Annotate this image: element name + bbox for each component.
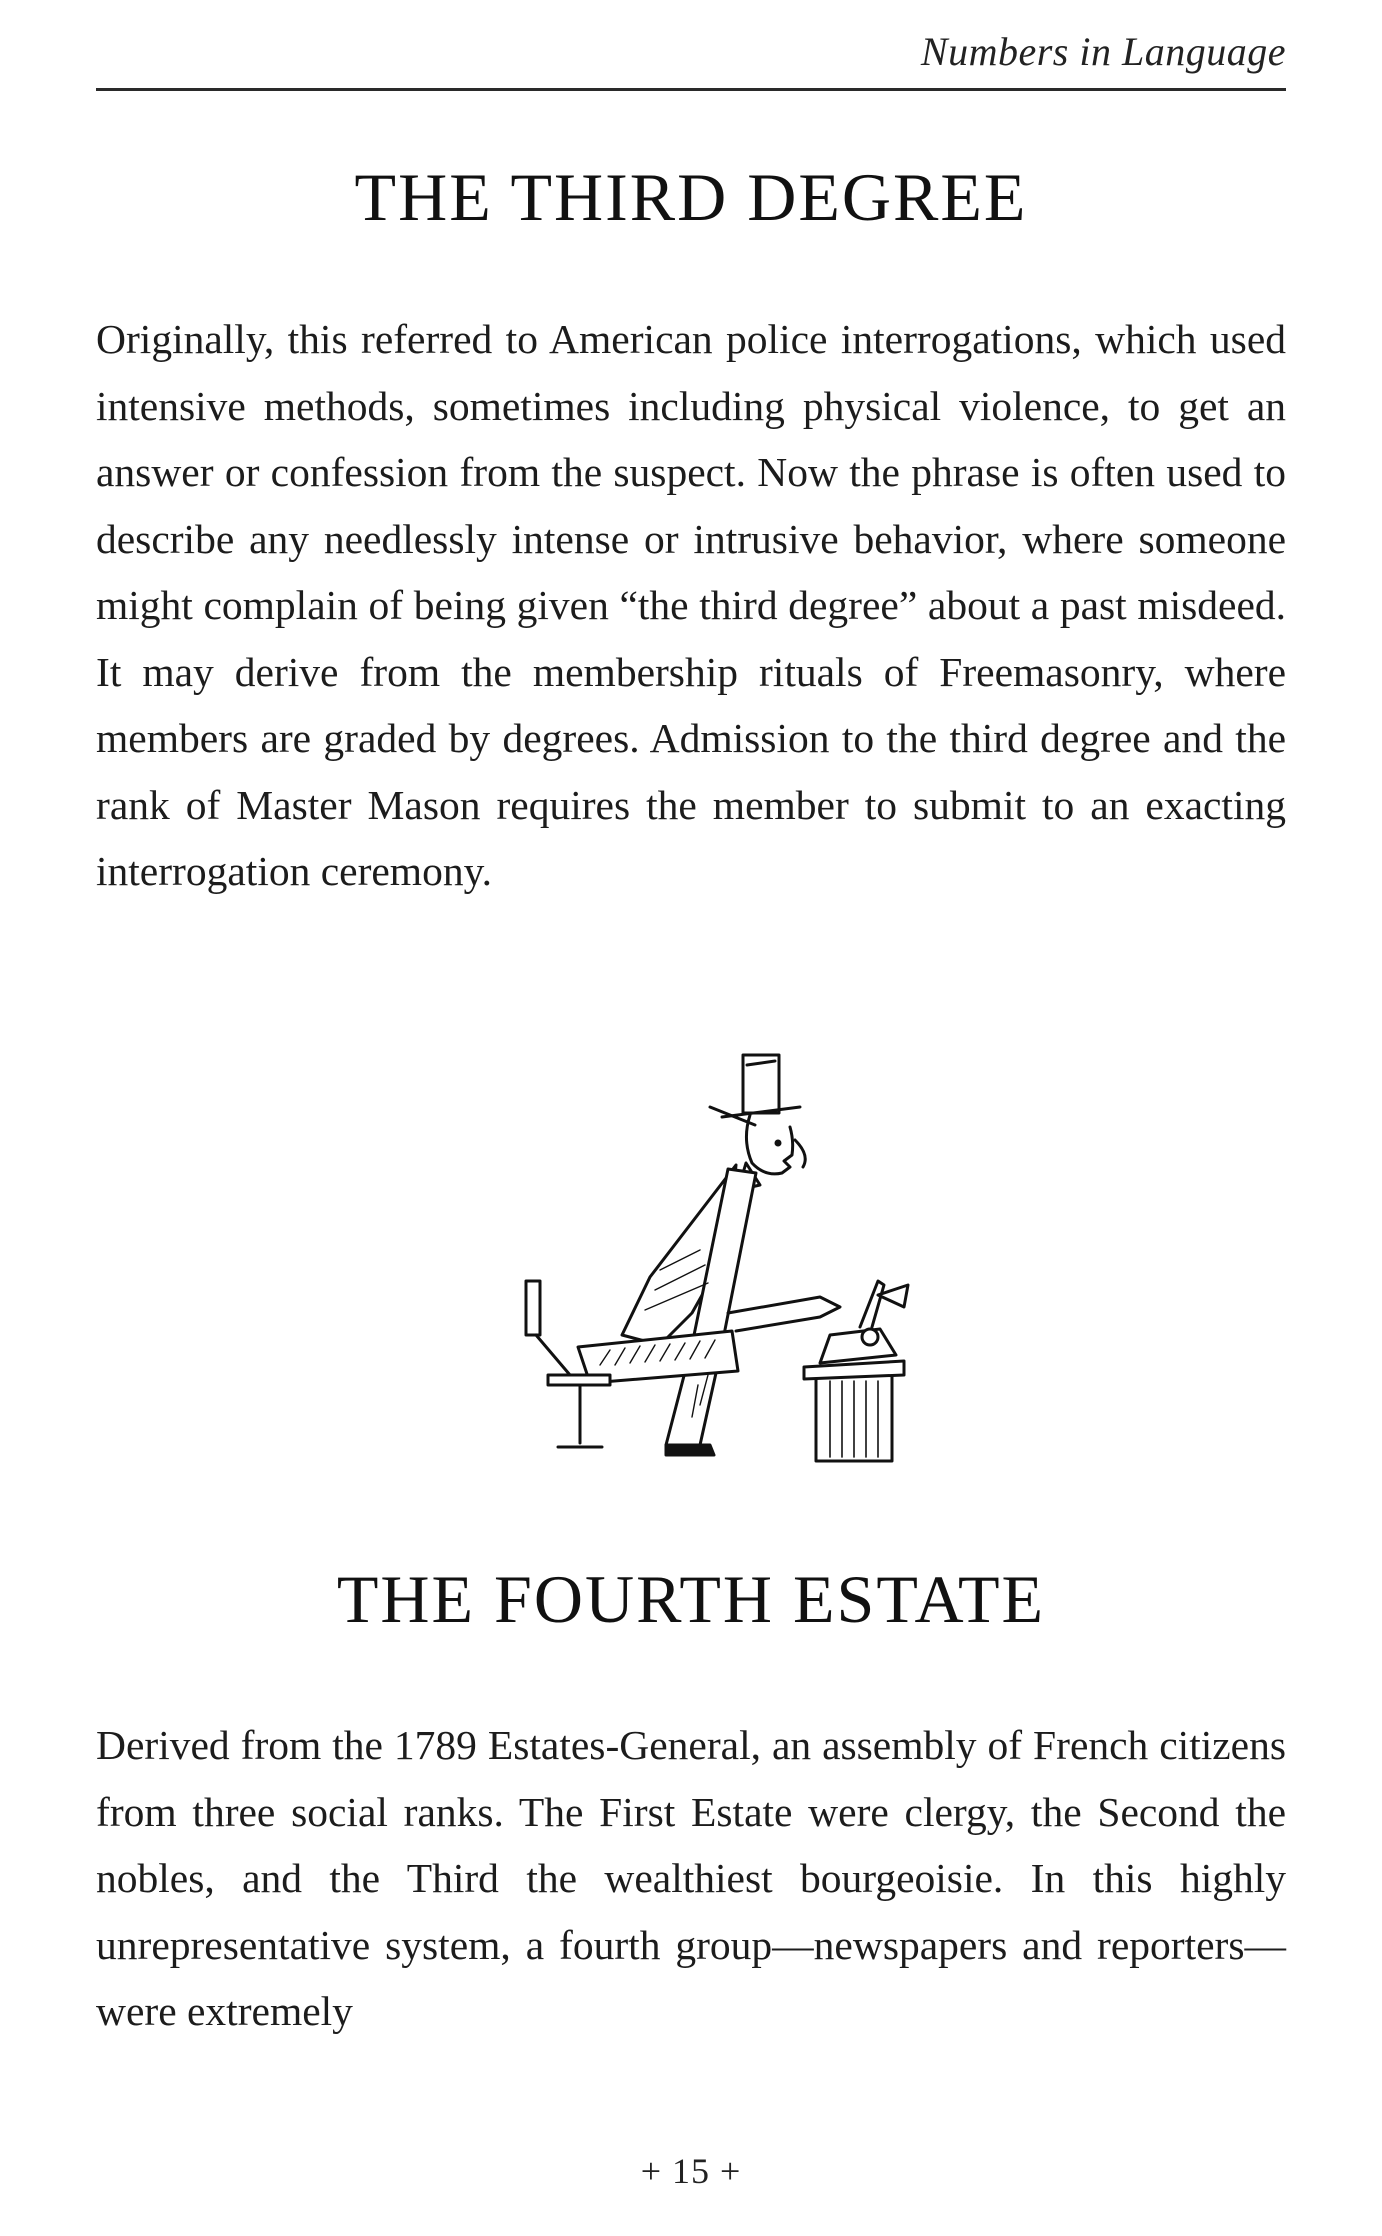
section-title-third-degree: THE THIRD DEGREE: [354, 159, 1028, 235]
page-number: + 15 +: [640, 2151, 742, 2191]
section-body-fourth-estate: Derived from the 1789 Estates-General, an assembly of French citizens from three social ranks. The First Estate were clergy, the Second the nobles, and the Third the wealthiest bourgeoisie. In this highly unrepresentative system, a fourth group—newspapers and reporters—were extremely: [96, 1722, 1286, 2034]
section-body-third-degree: Originally, this referred to American police interrogations, which used intensive methods, sometimes including physical violence, to get an answer or confession from the suspect. Now the phrase is often used to describe any needlessly intense or intrusive behavior, where someone might complain of being given “the third degree” about a past misdeed. It may derive from the membership rituals of Freemasonry, where members are graded by degrees. Admission to the third degree and the rank of Master Mason requires the member to submit to an exacting interrogation ceremony.: [96, 316, 1286, 894]
header-rule: [96, 88, 1286, 91]
running-head: Numbers in Language: [920, 29, 1286, 74]
reporter-typing-four-illustration: [460, 1045, 920, 1475]
section-title-fourth-estate: THE FOURTH ESTATE: [336, 1561, 1046, 1637]
